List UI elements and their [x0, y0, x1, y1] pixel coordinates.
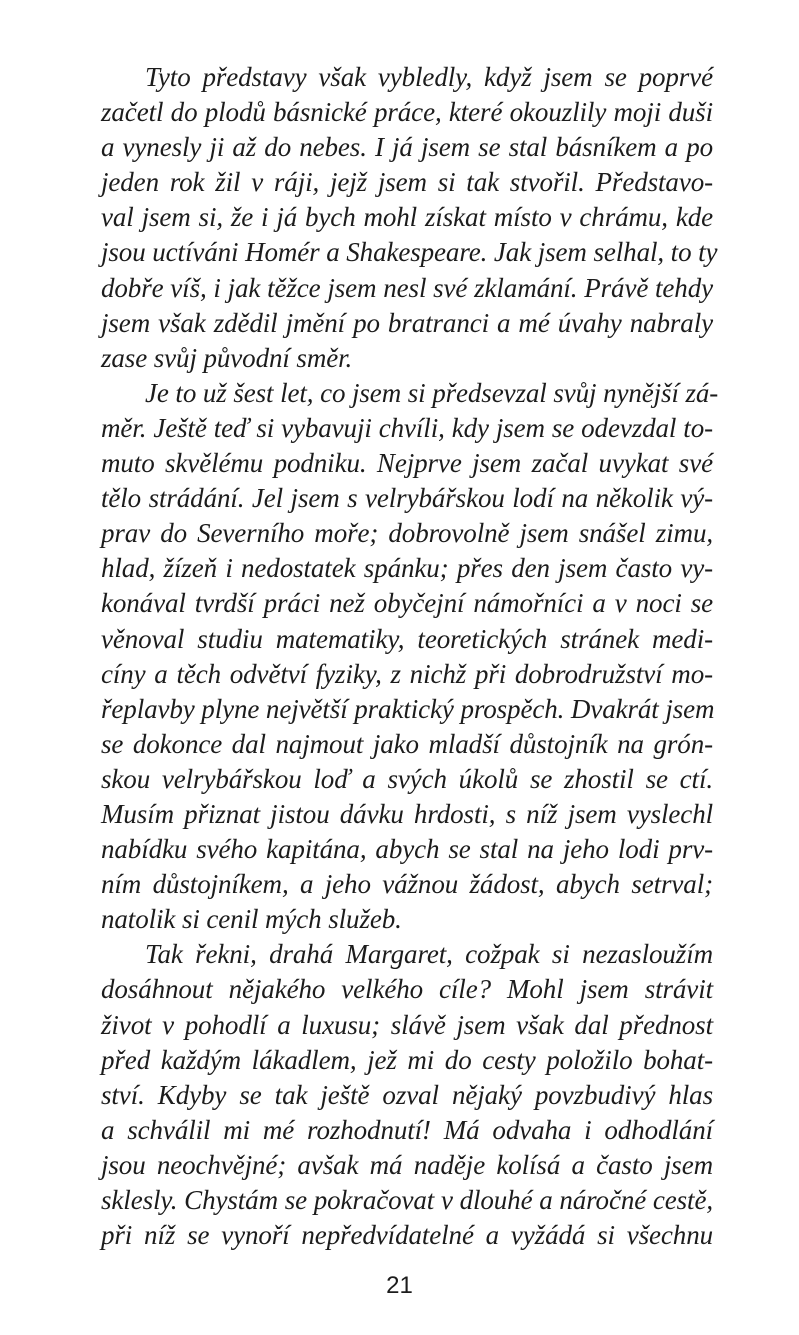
- text-line: prav do Severního moře; dobrovolně jsem snášel zimu,: [101, 518, 713, 549]
- text-line: dosáhnout nějakého velkého cíle? Mohl jsem strávit: [101, 974, 713, 1005]
- text-line: Tak řekni, drahá Margaret, cožpak si nezasloužím: [145, 939, 713, 970]
- paragraph: [101, 376, 719, 938]
- text-line: jeden rok žil v ráji, jejž jsem si tak stvořil. Představo-: [101, 167, 713, 198]
- paragraph: [101, 937, 713, 1253]
- text-line: ství. Kdyby se tak ještě ozval nějaký povzbudivý hlas: [101, 1079, 713, 1110]
- text-line: zase svůj původní směr.: [101, 342, 353, 373]
- body-text: [101, 60, 719, 1253]
- text-line: natolik si cenil mých služeb.: [101, 904, 402, 935]
- text-line: Musím přiznat jistou dávku hrdosti, s níž jsem vyslechl: [101, 798, 713, 829]
- text-line: a schválil mi mé rozhodnutí! Má odvaha i odhodlání: [101, 1114, 713, 1145]
- text-line: hlad, žízeň i nedostatek spánku; přes den jsem často vy-: [101, 553, 713, 584]
- text-line: skou velrybářskou loď a svých úkolů se zhostil se ctí.: [101, 763, 713, 794]
- page-number: 21: [386, 1272, 413, 1299]
- text-line: konával tvrdší práci než obyčejní námořníci a v noci se: [101, 588, 713, 619]
- text-line: jsou uctíváni Homér a Shakespeare. Jak jsem selhal, to ty: [101, 237, 718, 268]
- text-line: jsou neochvějné; avšak má naděje kolísá a často jsem: [101, 1149, 713, 1180]
- text-line: muto skvělému podniku. Nejprve jsem začal uvykat své: [101, 448, 713, 479]
- text-line: sklesly. Chystám se pokračovat v dlouhé a náročné cestě,: [101, 1185, 713, 1215]
- text-line: jsem však zdědil jmění po bratranci a mé úvahy nabraly: [101, 307, 713, 338]
- text-line: cíny a těch odvětví fyziky, z nichž při dobrodružství mo-: [101, 658, 713, 689]
- text-line: se dokonce dal najmout jako mladší důstojník na grón-: [101, 728, 713, 759]
- text-line: měr. Ještě teď si vybavuji chvíli, kdy jsem se odevzdal to-: [101, 412, 713, 443]
- text-line: nabídku svého kapitána, abych se stal na jeho lodi prv-: [101, 834, 713, 865]
- text-line: Tyto představy však vybledly, když jsem se poprvé: [145, 62, 713, 92]
- text-line: dobře víš, i jak těžce jsem nesl své zklamání. Právě tehdy: [101, 272, 713, 303]
- text-line: před každým lákadlem, jež mi do cesty položilo bohat-: [101, 1044, 713, 1075]
- text-line: Je to už šest let, co jsem si předsevzal svůj nynější zá-: [145, 377, 719, 408]
- text-line: řeplavby plyne největší praktický prospěch. Dvakrát jsem: [101, 693, 715, 724]
- text-line: život v pohodlí a luxusu; slávě jsem však dal přednost: [101, 1009, 713, 1040]
- text-line: tělo strádání. Jel jsem s velrybářskou lodí na několik vý-: [101, 483, 713, 514]
- text-line: a vynesly ji až do nebes. I já jsem se stal básníkem a po: [101, 132, 713, 163]
- text-line: ním důstojníkem, a jeho vážnou žádost, abych setrval;: [101, 869, 713, 900]
- text-line: val jsem si, že i já bych mohl získat místo v chrámu, kde: [101, 202, 713, 233]
- text-line: při níž se vynoří nepředvídatelné a vyžádá si všechnu: [101, 1220, 713, 1251]
- text-line: začetl do plodů básnické práce, které okouzlily moji duši: [101, 97, 713, 128]
- text-line: věnoval studiu matematiky, teoretických stránek medi-: [101, 623, 713, 654]
- paragraph: [101, 60, 718, 376]
